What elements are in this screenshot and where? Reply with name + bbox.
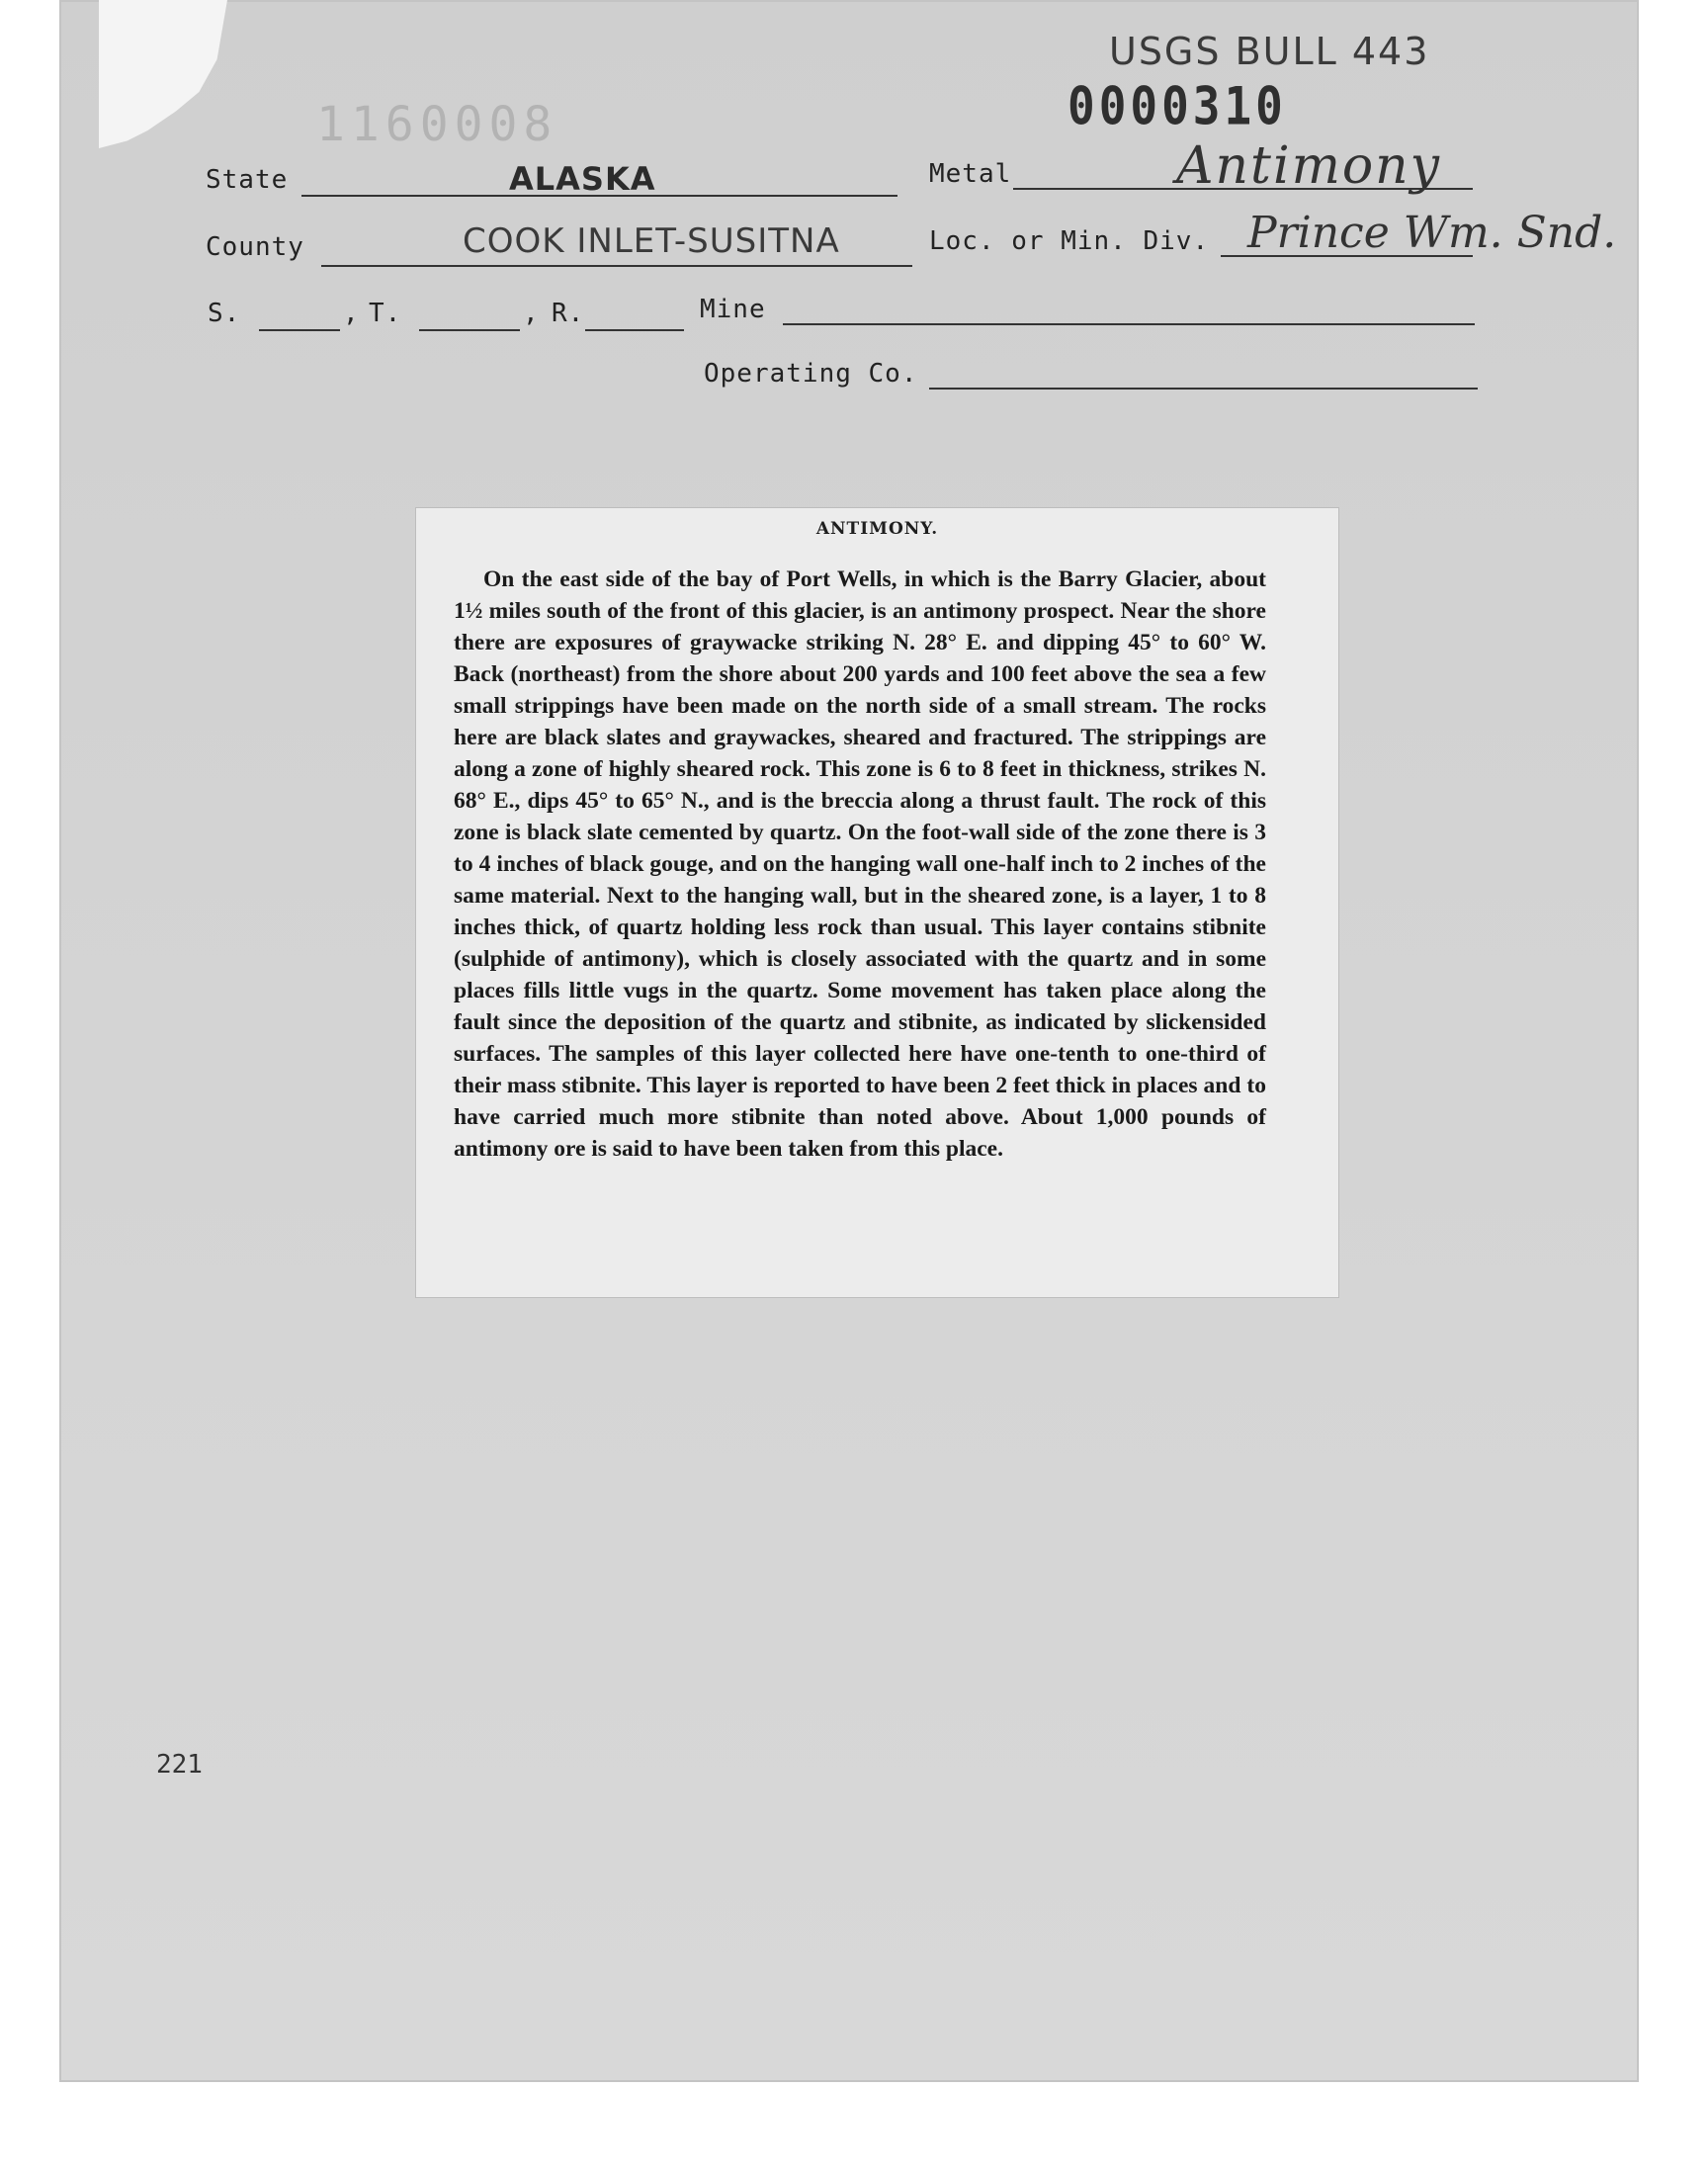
mine-label: Mine bbox=[700, 295, 766, 324]
operating-label: Operating Co. bbox=[704, 359, 918, 389]
section-comma: , bbox=[343, 299, 360, 328]
serial-number: 0000310 bbox=[1068, 74, 1287, 137]
township-label: T. bbox=[369, 299, 402, 328]
state-value: ALASKA bbox=[509, 160, 656, 198]
operating-underline bbox=[929, 388, 1478, 390]
state-label: State bbox=[206, 165, 289, 195]
clipping-body bbox=[454, 564, 1266, 1165]
loc-value: Prince Wm. Snd. bbox=[1247, 208, 1617, 258]
bulletin-stamp: USGS BULL 443 bbox=[1109, 30, 1430, 73]
metal-label: Metal bbox=[929, 159, 1012, 189]
range-label: R. bbox=[552, 299, 585, 328]
county-value: COOK INLET-SUSITNA bbox=[463, 221, 840, 261]
township-comma: , bbox=[523, 299, 540, 328]
loc-label: Loc. or Min. Div. bbox=[929, 226, 1210, 256]
clipping-paragraph: On the east side of the bay of Port Wells, in which is the Barry Glacier, about 1½ miles south of the front of this glacier, is an antimony prospect. Near the shore there are exposures of graywacke striking N. 28° E. and dipping 45° to 60° W. Back (northeast) from the shore about 200 yards and 100 feet above the sea a few small strippings have been made on the north side of a small stream. The rocks here are black slates and graywackes, sheared and fractured. The strippings are along a zone of highly sheared rock. This zone is 6 to 8 feet in thickness, strikes N. 68° E., dips 45° to 65° N., and is the breccia along a thrust fault. The rock of this zone is black slate cemented by quartz. On the foot-wall side of the zone there is 3 to 4 inches of black gouge, and on the hanging wall one-half inch to 2 inches of the same material. Next to the hanging wall, but in the sheared zone, is a layer, 1 to 8 inches thick, of quartz holding less rock than usual. This layer contains stibnite (sulphide of antimony), which is closely associated with the quartz and in some places fills little vugs in the quartz. Some movement has taken place along the fault since the deposition of the quartz and stibnite, as indicated by slickensided surfaces. The samples of this layer collected here have one-tenth to one-third of their mass stibnite. This layer is reported to have been 2 feet thick in places and to have carried much more stibnite than noted above. About 1,000 pounds of antimony ore is said to have been taken from this place. bbox=[454, 566, 1266, 1162]
section-underline bbox=[259, 329, 340, 331]
metal-value: Antimony bbox=[1176, 136, 1442, 196]
clipping-title: ANTIMONY. bbox=[815, 519, 939, 539]
torn-corner bbox=[99, 0, 227, 148]
pasted-clipping bbox=[416, 508, 1338, 1297]
county-label: County bbox=[206, 232, 304, 262]
faded-number: 1160008 bbox=[316, 97, 558, 152]
township-underline bbox=[419, 329, 520, 331]
mine-underline bbox=[783, 323, 1475, 325]
page-number: 221 bbox=[156, 1750, 203, 1780]
range-underline bbox=[585, 329, 684, 331]
section-label: S. bbox=[208, 299, 241, 328]
county-underline bbox=[321, 265, 912, 267]
